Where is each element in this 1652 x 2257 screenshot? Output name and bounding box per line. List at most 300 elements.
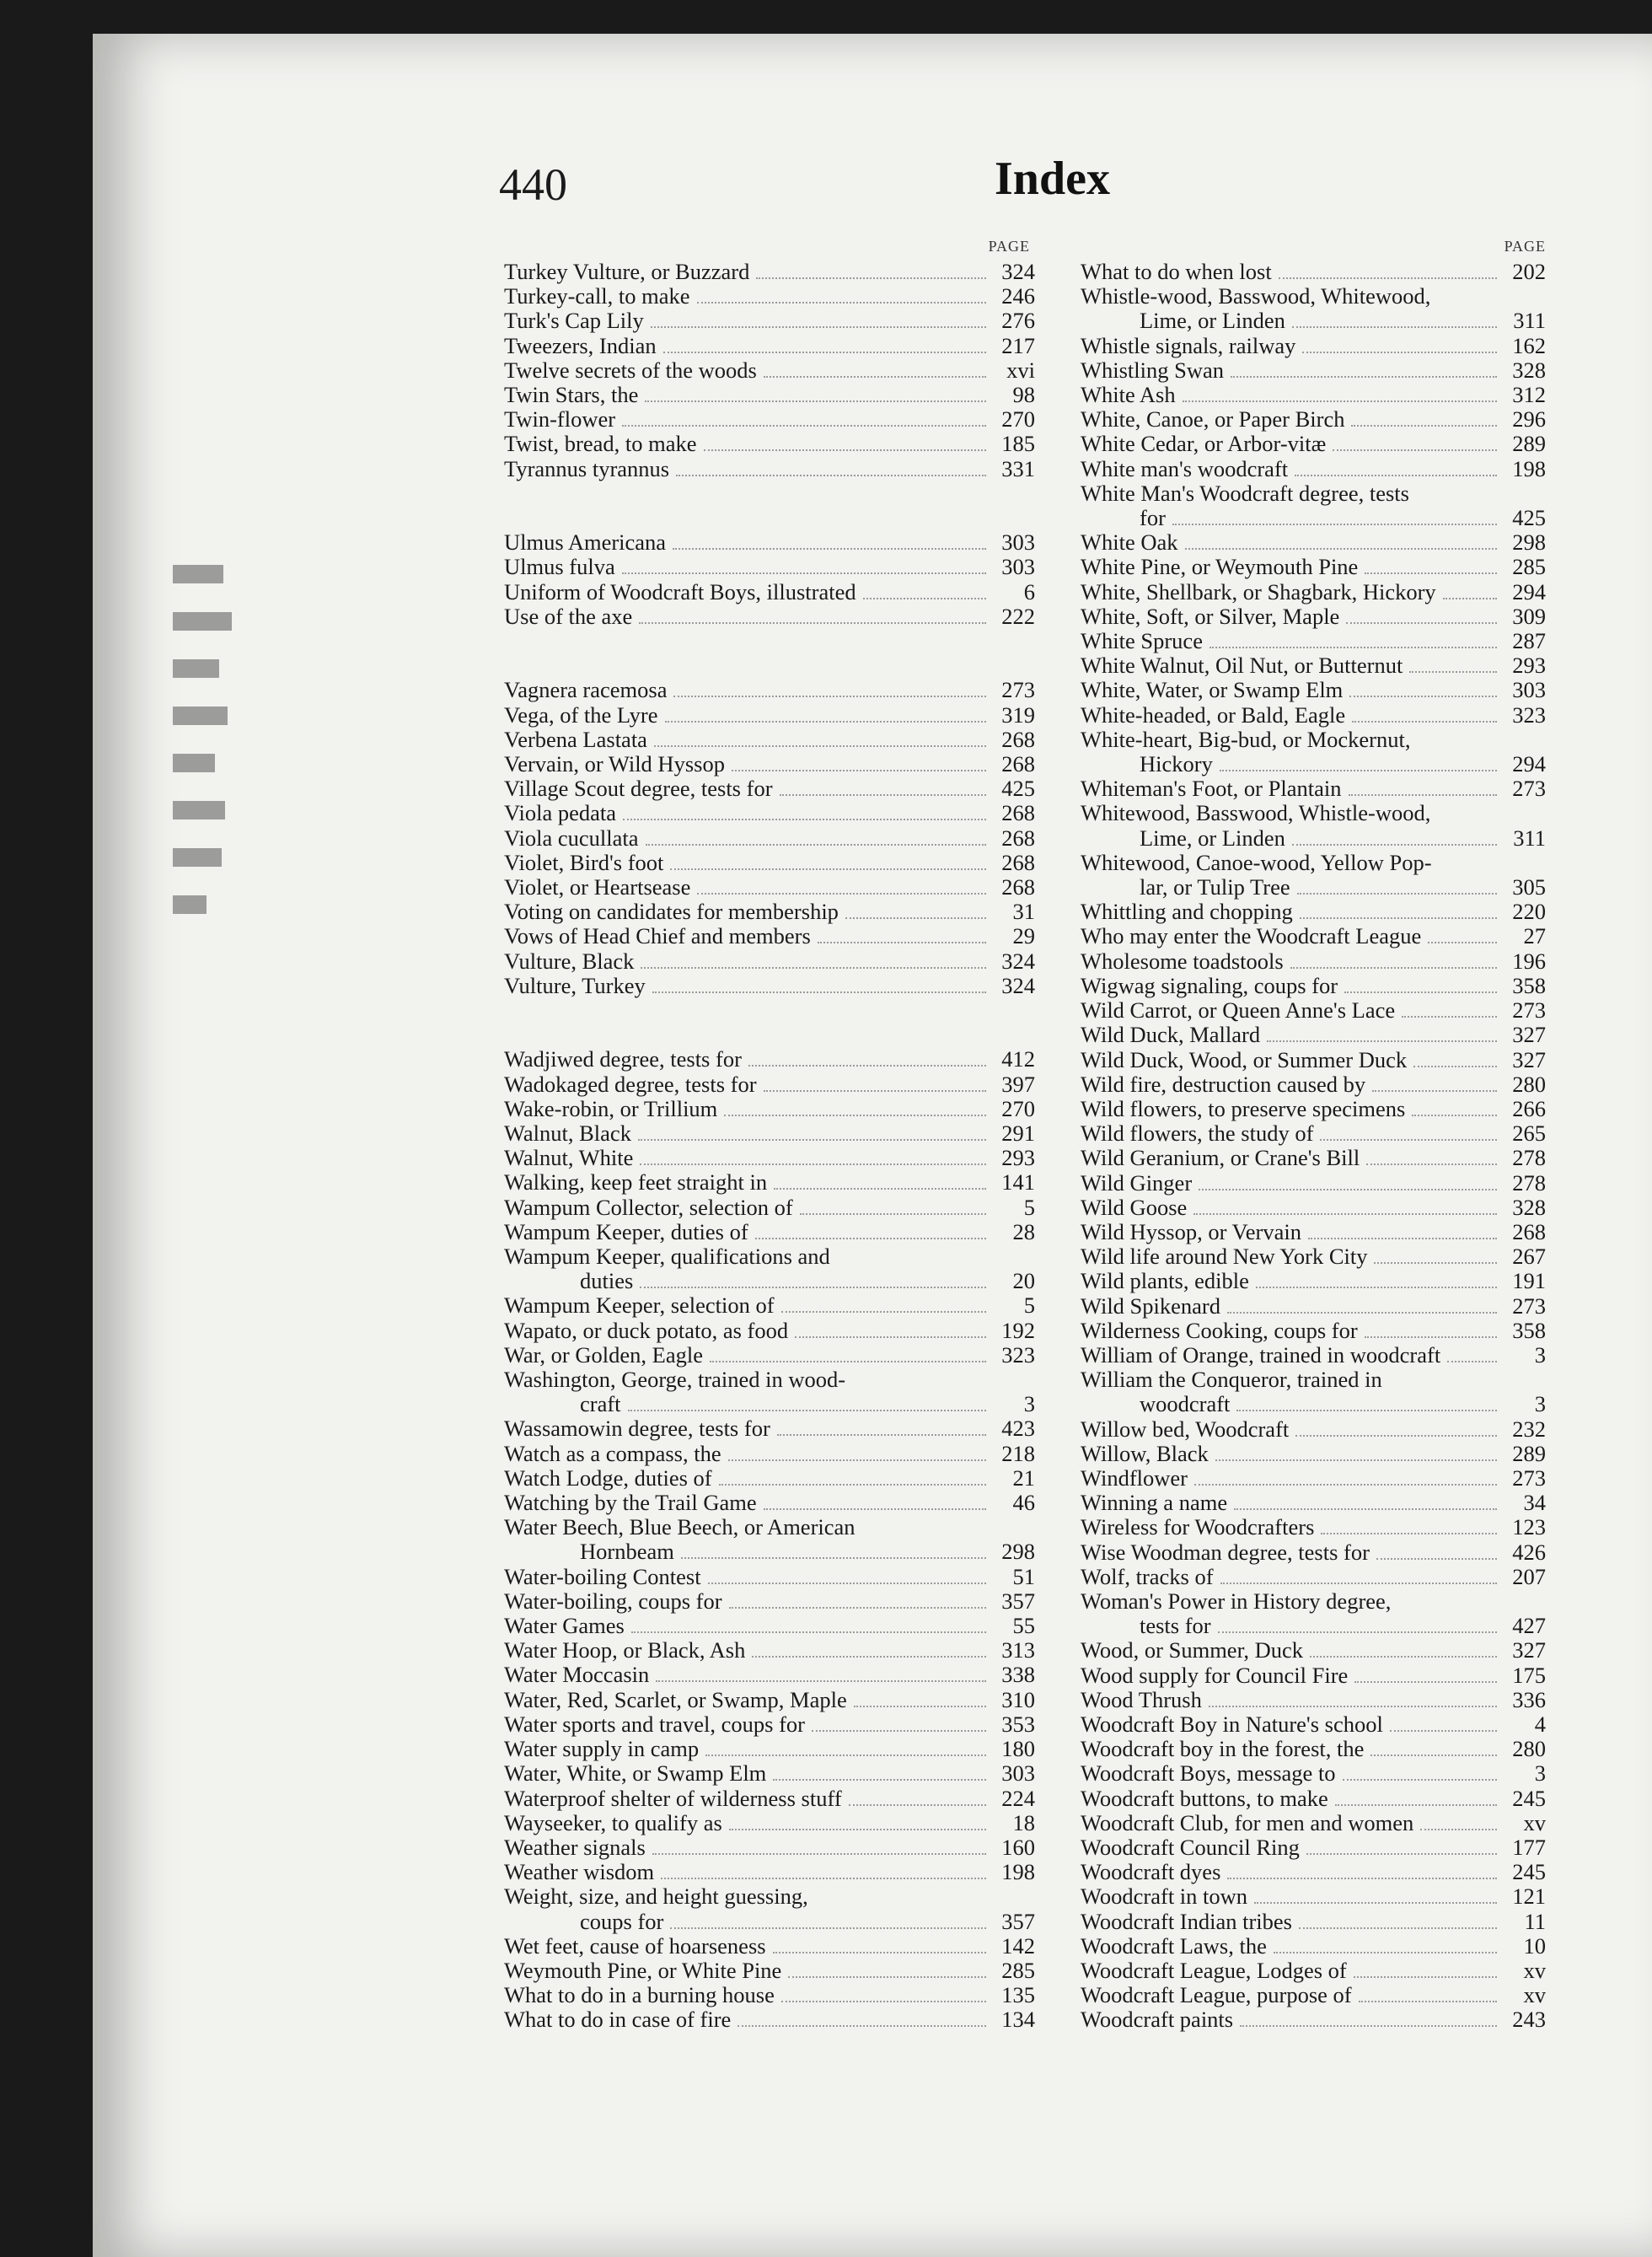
dot-leader [781, 2001, 986, 2002]
index-page-number: 98 [1012, 382, 1035, 408]
index-term: Water Moccasin [504, 1662, 650, 1688]
index-term: White Pine, or Weymouth Pine [1081, 554, 1359, 580]
index-term: Weight, size, and height guessing, [504, 1884, 808, 1910]
index-term: Waterproof shelter of wilderness stuff [504, 1785, 842, 1811]
dot-leader [1234, 1508, 1497, 1510]
index-page-number: 265 [1512, 1120, 1546, 1147]
index-term: Woodcraft Boys, message to [1081, 1760, 1336, 1787]
index-entry [504, 1269, 1035, 1293]
index-entry [1081, 457, 1546, 481]
index-page-number: 357 [1001, 1588, 1035, 1614]
index-term: Winning a name [1081, 1490, 1228, 1516]
spine-mark [173, 801, 225, 820]
index-term: White man's woodcraft [1081, 455, 1289, 481]
index-page-number: 294 [1512, 751, 1546, 777]
index-entry [504, 334, 1035, 358]
index-entry [1081, 555, 1546, 579]
index-term: Water Games [504, 1613, 625, 1639]
index-page-number: 358 [1512, 972, 1546, 998]
index-term: Water sports and travel, coups for [504, 1711, 805, 1737]
index-page-number: 268 [1001, 726, 1035, 752]
index-term: craft [580, 1391, 621, 1417]
index-page-number: 31 [1012, 899, 1035, 925]
index-page-number: 310 [1001, 1686, 1035, 1712]
index-page-number: 162 [1512, 332, 1546, 358]
index-term: Weymouth Pine, or White Pine [504, 1957, 782, 1983]
index-entry [1081, 1983, 1546, 2007]
index-term: Twin-flower [504, 406, 616, 433]
dot-leader [1420, 1829, 1497, 1830]
index-page-number: 273 [1512, 776, 1546, 802]
index-term: White Spruce [1081, 628, 1203, 654]
index-term: Water-boiling Contest [504, 1563, 701, 1589]
index-term: duties [580, 1268, 634, 1294]
index-entry [504, 1663, 1035, 1687]
index-entry [504, 1121, 1035, 1146]
index-entry [1081, 481, 1546, 506]
index-term: White Man's Woodcraft degree, tests [1081, 480, 1409, 506]
index-page-number: 185 [1001, 431, 1035, 457]
dot-leader [1428, 942, 1497, 943]
index-page-number: 331 [1001, 455, 1035, 481]
index-entry [504, 1565, 1035, 1589]
index-entry [1081, 2007, 1546, 2032]
index-entry [504, 1835, 1035, 1860]
index-page-number: 289 [1512, 1440, 1546, 1466]
index-page-number: 5 [1023, 1194, 1035, 1220]
index-entry [1081, 1417, 1546, 1442]
index-page-number: 28 [1012, 1218, 1035, 1244]
index-term: William the Conqueror, trained in [1081, 1367, 1382, 1393]
dot-leader [1218, 1631, 1497, 1633]
index-entry [504, 1737, 1035, 1761]
index-entry [504, 1319, 1035, 1343]
index-entry [1081, 924, 1546, 948]
index-page-number: 328 [1512, 1194, 1546, 1220]
dot-leader [1231, 376, 1497, 378]
index-page-number: 245 [1512, 1785, 1546, 1811]
dot-leader [1354, 1976, 1497, 1978]
index-page-number: 323 [1512, 701, 1546, 728]
dot-leader [1256, 1287, 1497, 1288]
dot-leader [1227, 1878, 1497, 1879]
index-entry [504, 974, 1035, 998]
index-page-number: 246 [1001, 283, 1035, 309]
index-entry [504, 900, 1035, 924]
index-page-number: 217 [1001, 332, 1035, 358]
index-entry [1081, 383, 1546, 407]
index-entry [504, 924, 1035, 948]
index-page-number: 303 [1001, 529, 1035, 556]
index-page-number: 34 [1523, 1490, 1546, 1516]
index-entry [504, 1540, 1035, 1564]
dot-leader [1365, 1336, 1497, 1338]
index-term: White, Shellbark, or Shagbark, Hickory [1081, 578, 1436, 605]
dot-leader [1194, 1484, 1497, 1486]
index-entry [1081, 1196, 1546, 1220]
index-entry [504, 777, 1035, 801]
index-page-number: 285 [1001, 1957, 1035, 1983]
index-entry [504, 1638, 1035, 1663]
index-entry [504, 284, 1035, 309]
index-term: Whistling Swan [1081, 357, 1225, 383]
dot-leader [670, 868, 986, 870]
index-term: White Walnut, Oil Nut, or Butternut [1081, 653, 1403, 679]
index-term: Walking, keep feet straight in [504, 1169, 768, 1196]
dot-leader [729, 1829, 986, 1830]
index-term: Walnut, Black [504, 1120, 631, 1147]
index-term: Water, Red, Scarlet, or Swamp, Maple [504, 1686, 847, 1712]
page-column-heading: PAGE [988, 238, 1030, 255]
index-entry [504, 530, 1035, 555]
index-term: Woodcraft League, Lodges of [1081, 1958, 1347, 1984]
dot-leader [1365, 572, 1497, 574]
index-entry [504, 358, 1035, 383]
index-page-number: 11 [1524, 1908, 1546, 1934]
index-page-number: 298 [1001, 1539, 1035, 1565]
index-entry [1081, 1442, 1546, 1466]
index-entry [1081, 580, 1546, 605]
index-entry [1081, 334, 1546, 358]
index-entry [1081, 605, 1546, 629]
index-entry [1081, 1884, 1546, 1909]
index-entry [1081, 974, 1546, 998]
index-entry [1081, 1540, 1546, 1565]
index-entry [1081, 1614, 1546, 1638]
index-entry [504, 1934, 1035, 1959]
dot-leader [1370, 1755, 1497, 1756]
index-term: Who may enter the Woodcraft League [1081, 923, 1422, 949]
index-page-number: 3 [1534, 1391, 1546, 1417]
dot-leader [639, 622, 986, 624]
index-term: Wild plants, edible [1081, 1268, 1249, 1294]
dot-leader [1321, 1533, 1497, 1534]
index-term: White, Canoe, or Paper Birch [1081, 406, 1345, 433]
spine-marks [173, 565, 249, 943]
index-page-number: 142 [1001, 1932, 1035, 1959]
index-entry [1081, 653, 1546, 678]
index-page-number: 294 [1512, 578, 1546, 605]
index-page-number: 4 [1534, 1711, 1546, 1737]
dot-leader [1220, 1583, 1497, 1584]
dot-leader [1390, 1730, 1497, 1732]
index-entry [504, 1811, 1035, 1835]
index-term: Violet, or Heartsease [504, 874, 691, 900]
index-term: coups for [580, 1908, 664, 1934]
index-term: Whittling and chopping [1081, 899, 1293, 925]
index-term: Weather signals [504, 1834, 646, 1860]
index-page-number: 324 [1001, 948, 1035, 974]
index-term: White-headed, or Bald, Eagle [1081, 701, 1346, 728]
index-entry [1081, 1515, 1546, 1540]
index-entry [504, 752, 1035, 777]
index-term: Whiteman's Foot, or Plantain [1081, 776, 1342, 802]
index-term: Woodcraft Boy in Nature's school [1081, 1711, 1383, 1737]
index-page-number: 293 [1001, 1145, 1035, 1171]
index-page-number: 232 [1512, 1416, 1546, 1442]
dot-leader [849, 1804, 986, 1806]
index-term: White, Water, or Swamp Elm [1081, 677, 1344, 703]
dot-leader [1292, 326, 1497, 328]
index-entry [1081, 1294, 1546, 1319]
index-term: Voting on candidates for membership [504, 899, 839, 925]
index-page-number: 412 [1001, 1046, 1035, 1072]
index-term: Weather wisdom [504, 1859, 655, 1885]
dot-leader [663, 352, 986, 353]
dot-leader [818, 942, 986, 943]
dot-leader [724, 1115, 986, 1116]
dot-leader [645, 400, 986, 402]
index-page-number: 309 [1512, 603, 1546, 629]
dot-leader [1209, 1706, 1497, 1707]
index-entry [1081, 1934, 1546, 1959]
index-term: Woodcraft Laws, the [1081, 1932, 1267, 1959]
spine-mark [173, 895, 206, 914]
index-entry [504, 1220, 1035, 1244]
index-term: Woodcraft Council Ring [1081, 1835, 1300, 1860]
dot-leader [1344, 991, 1497, 993]
index-page-number: 280 [1512, 1736, 1546, 1762]
index-term: Wampum Keeper, selection of [504, 1292, 775, 1319]
index-term: Woodcraft paints [1081, 2007, 1234, 2033]
index-entry [1081, 1466, 1546, 1491]
dot-leader [800, 1213, 986, 1215]
dot-leader [1295, 475, 1497, 476]
dot-leader [1310, 1656, 1497, 1658]
index-page-number: 123 [1512, 1514, 1546, 1540]
dot-leader [1343, 1779, 1497, 1781]
index-term: Water, White, or Swamp Elm [504, 1760, 767, 1787]
index-term: Whistle signals, railway [1081, 332, 1296, 358]
spine-mark [173, 848, 222, 867]
index-page-number: 18 [1012, 1809, 1035, 1835]
dot-leader [1299, 1927, 1497, 1929]
index-entry [504, 1712, 1035, 1737]
index-entry [1081, 875, 1546, 900]
dot-leader [1210, 647, 1497, 648]
dot-leader [652, 1853, 986, 1855]
dot-leader [646, 844, 986, 846]
index-page-number: 268 [1001, 751, 1035, 777]
dot-leader [854, 1706, 986, 1707]
index-term: Wadokaged degree, tests for [504, 1071, 757, 1097]
index-page-number: 328 [1512, 357, 1546, 383]
index-term: Violet, Bird's foot [504, 849, 664, 875]
dot-leader [665, 721, 987, 723]
index-page-number: 268 [1001, 825, 1035, 851]
dot-leader [1335, 1804, 1497, 1806]
index-page-number: 311 [1513, 308, 1546, 334]
index-term: Lime, or Linden [1140, 825, 1285, 851]
dot-leader [764, 376, 986, 378]
index-column-right [1081, 238, 1546, 2033]
dot-leader [1333, 449, 1497, 451]
index-term: Watch as a compass, the [504, 1440, 721, 1466]
index-term: Viola pedata [504, 800, 617, 826]
index-term: Woodcraft Indian tribes [1081, 1908, 1292, 1934]
index-entries-right [1081, 260, 1546, 2033]
index-page-number: 303 [1001, 554, 1035, 580]
dot-leader [1354, 1681, 1497, 1683]
index-entry [1081, 1220, 1546, 1244]
dot-leader [1413, 1066, 1497, 1067]
index-term: White Oak [1081, 529, 1178, 556]
index-entry [504, 1097, 1035, 1121]
index-entry [1081, 851, 1546, 875]
index-entry [504, 1146, 1035, 1170]
dot-leader [705, 1755, 986, 1756]
dot-leader [1290, 967, 1497, 969]
index-spacer [504, 1023, 1035, 1047]
index-entry [1081, 1737, 1546, 1761]
index-term: for [1140, 505, 1166, 531]
index-term: Twist, bread, to make [504, 431, 697, 457]
index-term: Wild Spikenard [1081, 1292, 1221, 1319]
index-term: Woodcraft Club, for men and women [1081, 1809, 1414, 1835]
index-term: Turk's Cap Lily [504, 308, 644, 334]
index-entry [1081, 949, 1546, 974]
index-spacer [504, 653, 1035, 678]
index-term: Vulture, Black [504, 948, 635, 974]
index-page-number: 427 [1512, 1613, 1546, 1639]
index-page-number: 134 [1001, 2007, 1035, 2033]
index-entry [504, 1466, 1035, 1491]
index-term: Windflower [1081, 1464, 1188, 1491]
index-page-number: 270 [1001, 1095, 1035, 1121]
dot-leader [752, 1656, 986, 1658]
index-term: Vervain, or Wild Hyssop [504, 751, 725, 777]
index-page-number: 27 [1523, 923, 1546, 949]
dot-leader [774, 1188, 986, 1190]
index-page-number: xvi [1006, 357, 1035, 383]
index-page-number: 202 [1512, 259, 1546, 284]
dot-leader [764, 1090, 986, 1092]
index-page-number: 268 [1001, 800, 1035, 826]
dot-leader [1306, 1853, 1497, 1855]
page-title: Index [995, 153, 1110, 205]
index-term: Watch Lodge, duties of [504, 1464, 712, 1491]
index-spacer [504, 481, 1035, 506]
index-entry [1081, 998, 1546, 1023]
index-entry [1081, 629, 1546, 653]
dot-leader [1352, 721, 1497, 723]
index-term: Village Scout degree, tests for [504, 776, 773, 802]
index-page-number: 135 [1001, 1982, 1035, 2008]
dot-leader [1227, 1312, 1497, 1314]
index-entry [504, 826, 1035, 851]
index-term: Wolf, tracks of [1081, 1563, 1214, 1589]
index-page-number: 175 [1512, 1662, 1546, 1688]
index-term: Turkey-call, to make [504, 283, 690, 309]
index-term: Woodcraft in town [1081, 1884, 1248, 1910]
index-term: Wapato, or duck potato, as food [504, 1317, 789, 1343]
dot-leader [1351, 425, 1497, 427]
index-page-number: 425 [1512, 505, 1546, 531]
index-term: Wild Duck, Mallard [1081, 1022, 1261, 1048]
dot-leader [1300, 917, 1497, 919]
dot-leader [719, 1484, 986, 1486]
index-term: White-heart, Big-bud, or Mockernut, [1081, 726, 1411, 752]
index-page-number: 305 [1512, 874, 1546, 900]
index-term: Wild flowers, to preserve specimens [1081, 1095, 1406, 1121]
index-page-number: 327 [1512, 1637, 1546, 1663]
index-term: Woodcraft League, purpose of [1081, 1982, 1352, 2008]
index-entry [504, 1293, 1035, 1318]
index-entry [1081, 1244, 1546, 1269]
index-page-number: 426 [1512, 1539, 1546, 1565]
index-page-number: 311 [1513, 825, 1546, 851]
index-page-number: 220 [1512, 899, 1546, 925]
index-page-number: 303 [1001, 1760, 1035, 1787]
index-entry [1081, 752, 1546, 777]
index-page-number: 280 [1512, 1071, 1546, 1097]
index-page-number: 192 [1001, 1317, 1035, 1343]
index-entry [1081, 432, 1546, 456]
index-page-number: 353 [1001, 1711, 1035, 1737]
index-term: Woodcraft buttons, to make [1081, 1785, 1328, 1811]
spine-mark [173, 754, 215, 772]
index-entry [504, 309, 1035, 333]
index-term: Watching by the Trail Game [504, 1490, 757, 1516]
index-entry [504, 1368, 1035, 1392]
dot-leader [670, 1927, 986, 1929]
index-term: Use of the axe [504, 603, 633, 629]
index-term: Wild Goose [1081, 1194, 1188, 1220]
dot-leader [764, 1508, 986, 1510]
index-term: Wampum Collector, selection of [504, 1194, 793, 1220]
dot-leader [781, 1311, 986, 1313]
index-term: Uniform of Woodcraft Boys, illustrated [504, 578, 856, 605]
index-page-number: 278 [1512, 1169, 1546, 1196]
dot-leader [622, 572, 986, 574]
index-page-number: 268 [1512, 1218, 1546, 1244]
index-spacer [504, 629, 1035, 653]
index-entry [504, 1170, 1035, 1195]
index-page-number: 29 [1012, 923, 1035, 949]
index-entry [1081, 1565, 1546, 1589]
dot-leader [728, 1459, 986, 1461]
index-term: Wassamowin degree, tests for [504, 1416, 770, 1442]
index-entry [1081, 530, 1546, 555]
index-page-number: 358 [1512, 1317, 1546, 1343]
dot-leader [777, 1434, 986, 1436]
index-page-number: 141 [1001, 1169, 1035, 1196]
dot-leader [788, 1976, 986, 1978]
index-term: Wild Duck, Wood, or Summer Duck [1081, 1046, 1408, 1072]
dot-leader [1295, 1435, 1497, 1437]
index-page-number: 3 [1534, 1760, 1546, 1787]
index-page-number: 397 [1001, 1071, 1035, 1097]
index-term: Wild Hyssop, or Vervain [1081, 1218, 1301, 1244]
dot-leader [1254, 1902, 1497, 1904]
spine-mark [173, 565, 223, 583]
dot-leader [697, 302, 986, 304]
index-page-number: 46 [1012, 1490, 1035, 1516]
index-page-number: 121 [1512, 1884, 1546, 1910]
dot-leader [681, 1557, 986, 1559]
index-term: Woodcraft boy in the forest, the [1081, 1736, 1365, 1762]
index-page-number: 285 [1512, 554, 1546, 580]
dot-leader [863, 598, 986, 599]
dot-leader [756, 277, 986, 279]
index-term: Wild life around New York City [1081, 1244, 1368, 1270]
index-page-number: 423 [1001, 1416, 1035, 1442]
index-term: Water-boiling, coups for [504, 1588, 722, 1614]
index-page-number: 327 [1512, 1046, 1546, 1072]
index-page-number: 191 [1512, 1268, 1546, 1294]
index-term: Wigwag signaling, coups for [1081, 972, 1338, 998]
index-page-number: 3 [1534, 1341, 1546, 1368]
